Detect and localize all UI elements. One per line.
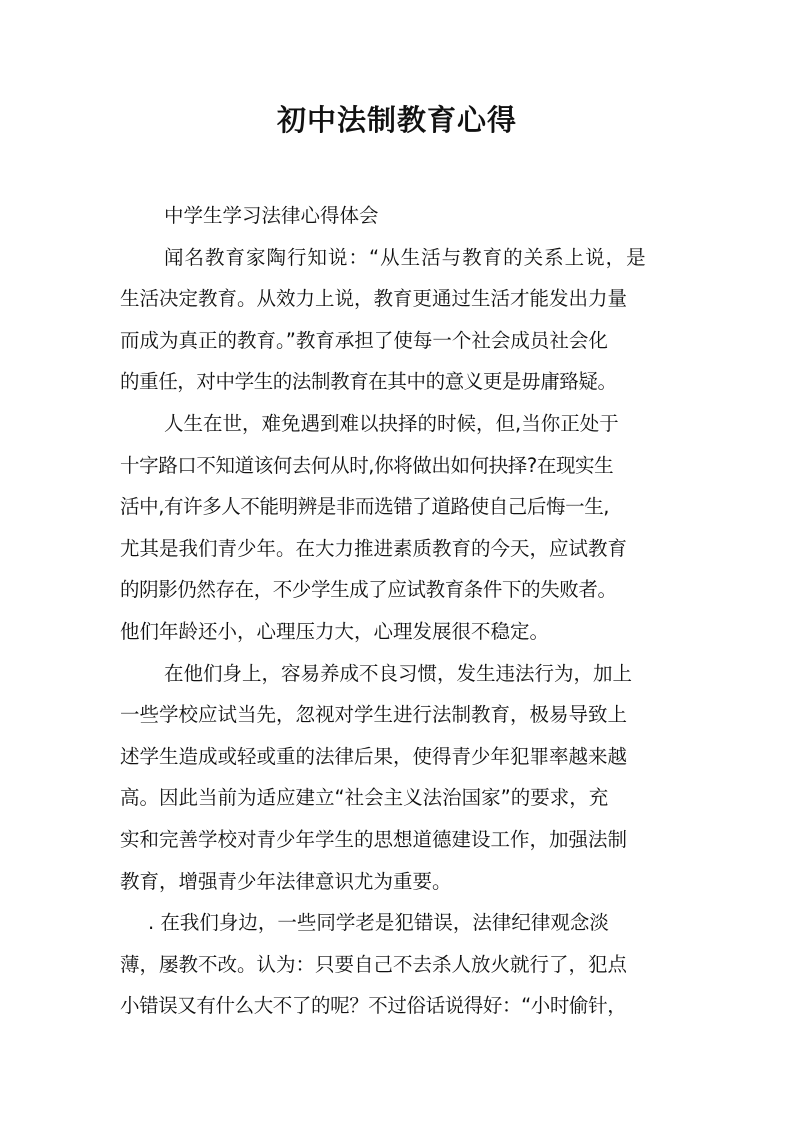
paragraph-line: 述学生造成或轻或重的法律后果，使得青少年犯罪率越来越 <box>120 744 628 768</box>
paragraph-line: 十字路口不知道该何去何从时,你将做出如何抉择?在现实生 <box>120 453 614 477</box>
paragraph-line: 闻名教育家陶行知说：“从生活与教育的关系上说，是 <box>164 245 647 269</box>
document-title: 初中法制教育心得 <box>276 103 517 137</box>
paragraph-line: 高。因此当前为适应建立“社会主义法治国家”的要求，充 <box>120 786 609 810</box>
paragraph-line: 而成为真正的教育。”教育承担了使每一个社会成员社会化 <box>120 328 608 352</box>
subtitle-line: 中学生学习法律心得体会 <box>164 204 379 227</box>
paragraph-line: 实和完善学校对青少年学生的思想道德建设工作，加强法制 <box>120 827 628 851</box>
paragraph-line: 教育，增强青少年法律意识尤为重要。 <box>120 869 452 893</box>
paragraph-line: 小错误又有什么大不了的呢？不过俗话说得好：“小时偷针， <box>120 994 627 1018</box>
paragraph-line: 活中,有许多人不能明辨是非而选错了道路使自己后悔一生, <box>120 495 610 519</box>
paragraph-line: . 在我们身边，一些同学老是犯错误，法律纪律观念淡 <box>148 911 609 935</box>
paragraph-line: 一些学校应试当先，忽视对学生进行法制教育，极易导致上 <box>120 703 628 727</box>
paragraph-line: 生活决定教育。从效力上说，教育更通过生活才能发出力量 <box>120 287 628 311</box>
document-body <box>120 195 680 1027</box>
paragraph-line: 的阴影仍然存在，不少学生成了应试教育条件下的失败者。 <box>120 578 617 602</box>
paragraph-line: 尤其是我们青少年。在大力推进素质教育的今天，应试教育 <box>120 536 628 560</box>
paragraph-line: 人生在世，难免遇到难以抉择的时候，但,当你正处于 <box>164 411 619 435</box>
paragraph-line: 在他们身上，容易养成不良习惯，发生违法行为，加上 <box>164 661 633 685</box>
paragraph-line: 的重任，对中学生的法制教育在其中的意义更是毋庸臵疑。 <box>120 370 617 394</box>
paragraph-line: 他们年龄还小，心理压力大，心理发展很不稳定。 <box>120 619 550 643</box>
paragraph-line: 薄，屡教不改。认为：只要自己不去杀人放火就行了，犯点 <box>120 952 628 976</box>
